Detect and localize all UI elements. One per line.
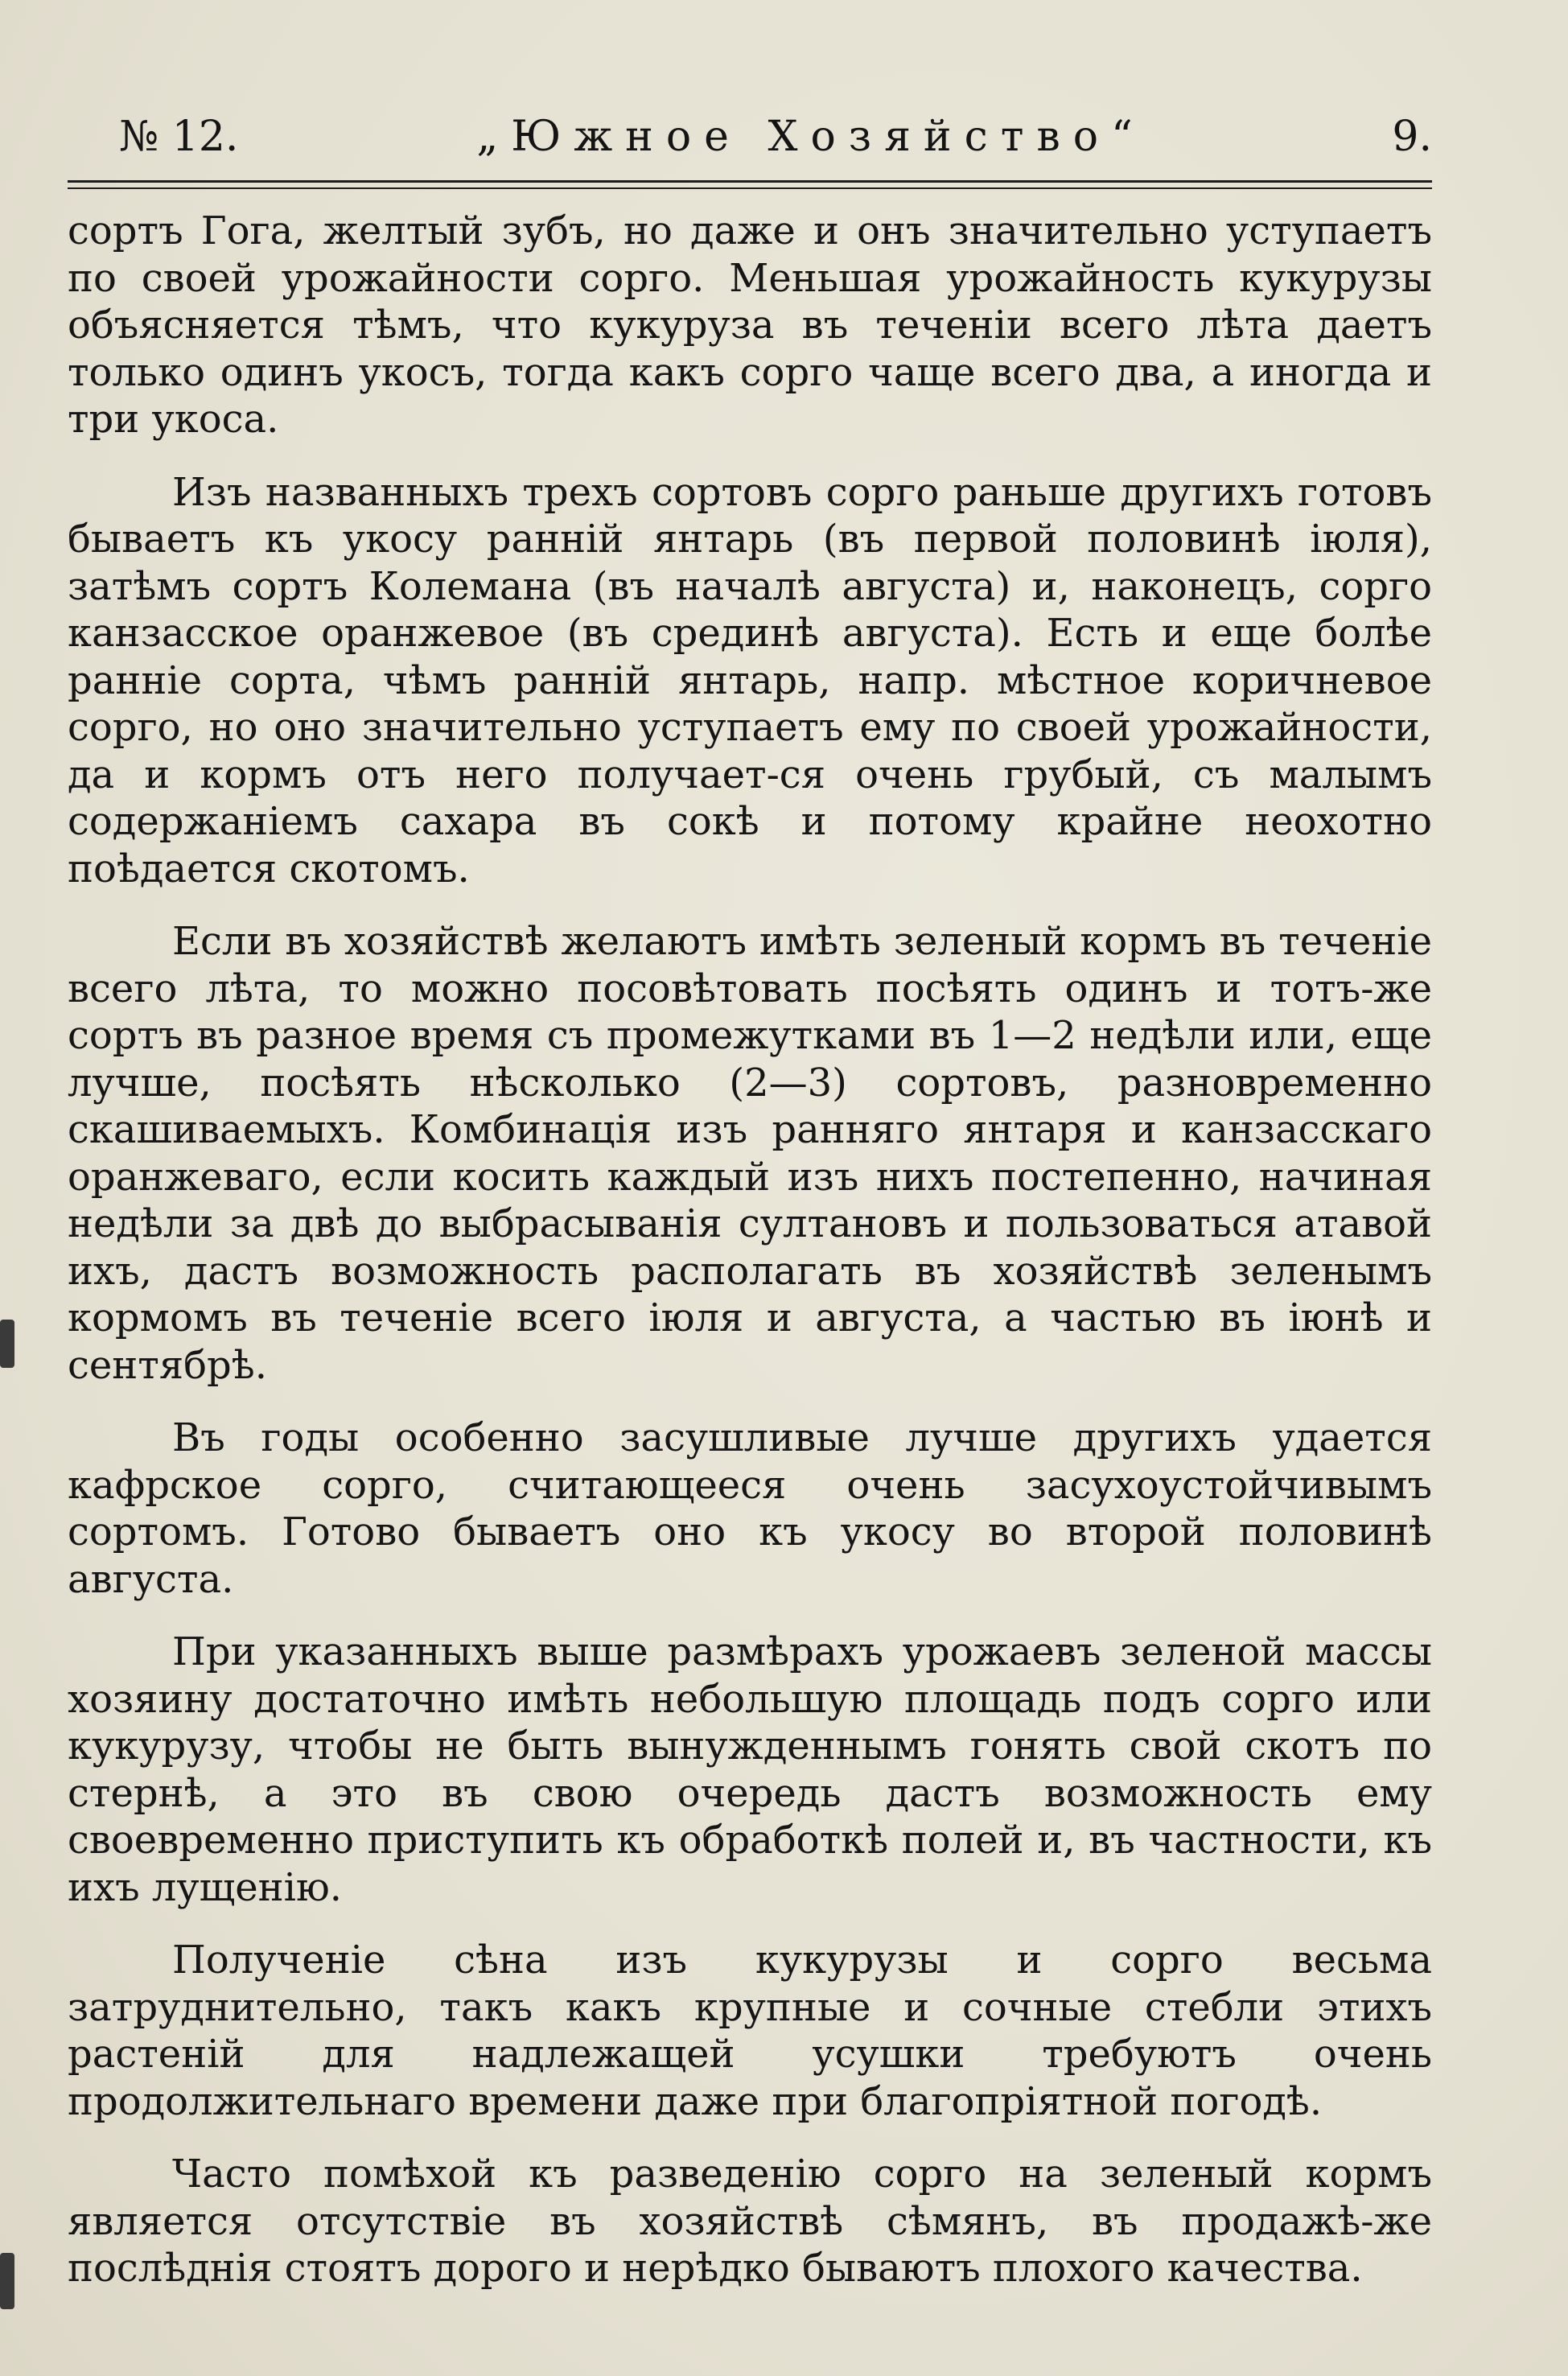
paragraph: сортъ Гога, желтый зубъ, но даже и онъ значительно уступаетъ по своей урожайности сорго. Меньшая урожайность кукурузы объясняется тѣмъ, что кукуруза въ теченіи всего лѣта даетъ только одинъ укосъ, тогда какъ сорго чаще всего два, а иногда и три укоса. (68, 208, 1432, 442)
article-body (68, 208, 1432, 2318)
header-rule (68, 180, 1432, 183)
issue-number: № 12. (119, 113, 239, 161)
binding-mark (0, 2253, 14, 2309)
header-rule-thin (68, 187, 1432, 189)
binding-mark (0, 1320, 14, 1368)
paragraph: Часто помѣхой къ разведенію сорго на зеленый кормъ является отсутствіе въ хозяйствѣ сѣмянъ, въ продажѣ-же послѣднія стоятъ дорого и нерѣдко бываютъ плохого качества. (68, 2152, 1432, 2291)
paragraph: Полученіе сѣна изъ кукурузы и сорго весьма затруднительно, такъ какъ крупные и сочные стебли этихъ растеній для надлежащей усушки требуютъ очень продолжительнаго времени даже при благопріятной погодѣ. (68, 1937, 1432, 2124)
paragraph: Изъ названныхъ трехъ сортовъ сорго раньше другихъ готовъ бываетъ къ укосу ранній янтарь (въ первой половинѣ іюля), затѣмъ сортъ Колемана (въ началѣ августа) и, наконецъ, сорго канзасское оранжевое (въ срединѣ августа). Есть и еще болѣе ранніе сорта, чѣмъ ранній янтарь, напр. мѣстное коричневое сорго, но оно значительно уступаетъ ему по своей урожайности, да и кормъ отъ него получает-ся очень грубый, съ малымъ содержаніемъ сахара въ сокѣ и потому крайне неохотно поѣдается скотомъ. (68, 469, 1432, 892)
journal-title: „Южное Хозяйство“ (476, 113, 1146, 161)
page-number: 9. (1392, 113, 1432, 161)
paragraph: При указанныхъ выше размѣрахъ урожаевъ зеленой массы хозяину достаточно имѣть небольшую площадь подъ сорго или кукурузу, чтобы не быть вынужденнымъ гонять свой скотъ по стернѣ, а это въ свою очередь дастъ возможность ему своевременно приступить къ обработкѣ полей и, въ частности, къ ихъ лущенію. (68, 1629, 1432, 1910)
paragraph: Если въ хозяйствѣ желаютъ имѣть зеленый кормъ въ теченіе всего лѣта, то можно посовѣтовать посѣять одинъ и тотъ-же сортъ въ разное время съ промежутками въ 1—2 недѣли или, еще лучше, посѣять нѣсколько (2—3) сортовъ, разновременно скашиваемыхъ. Комбинація изъ ранняго янтаря и канзасскаго оранжеваго, если косить каждый изъ нихъ постепенно, начиная недѣли за двѣ до выбрасыванія султановъ и пользоваться атавой ихъ, дастъ возможность располагать въ хозяйствѣ зеленымъ кормомъ въ теченіе всего іюля и августа, а частью въ іюнѣ и сентябрѣ. (68, 919, 1432, 1388)
running-header (119, 113, 1432, 169)
paragraph: Въ годы особенно засушливые лучше другихъ удается кафрское сорго, считающееся очень засухоустойчивымъ сортомъ. Готово бываетъ оно къ укосу во второй половинѣ августа. (68, 1415, 1432, 1602)
